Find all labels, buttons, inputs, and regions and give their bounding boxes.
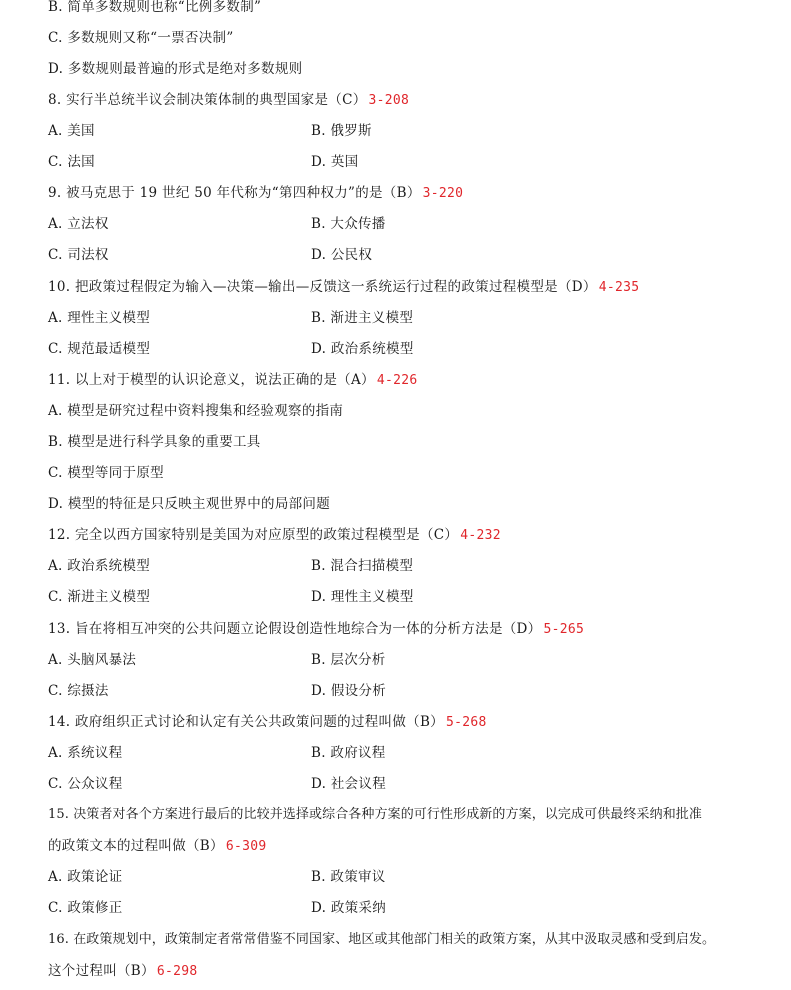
page-ref: 3-220 <box>422 186 464 201</box>
q10-option-b: B. 渐进主义模型 <box>311 310 414 326</box>
page-ref: 4-235 <box>598 280 640 295</box>
q8-option-b: B. 俄罗斯 <box>311 123 372 139</box>
question-15: 15. 决策者对各个方案进行最后的比较并选择或综合各种方案的可行性形成新的方案，以完成可供最终采纳和批准 <box>48 807 703 822</box>
q13-option-a: A. 头脑风暴法 <box>48 652 137 668</box>
question-10: 10. 把政策过程假定为输入—决策—输出—反馈这一系统运行过程的政策过程模型是（D） 4-235 <box>48 279 640 295</box>
question-14: 14. 政府组织正式讨论和认定有关公共政策问题的过程叫做（B） 5-268 <box>48 714 487 730</box>
q9-option-d: D. 公民权 <box>311 247 373 263</box>
question-8: 8. 实行半总统半议会制决策体制的典型国家是（C） 3-208 <box>48 92 410 108</box>
page-ref: 4-232 <box>460 528 501 543</box>
q11-option-b: B. 模型是进行科学具象的重要工具 <box>48 434 261 450</box>
q15-option-d: D. 政策采纳 <box>311 900 387 916</box>
q11-option-a: A. 模型是研究过程中资料搜集和经验观察的指南 <box>48 403 344 419</box>
q13-option-d: D. 假设分析 <box>311 683 387 699</box>
q10-option-c: C. 规范最适模型 <box>48 341 151 357</box>
q14-option-c: C. 公众议程 <box>48 776 123 792</box>
question-16-cont: 这个过程叫（B） 6-298 <box>48 963 198 979</box>
q9-option-a: A. 立法权 <box>48 216 109 232</box>
question-11: 11. 以上对于模型的认识论意义，说法正确的是（A） 4-226 <box>48 372 418 388</box>
q14-option-b: B. 政府议程 <box>311 745 386 761</box>
q10-option-a: A. 理性主义模型 <box>48 310 151 326</box>
option-b-prev: B. 简单多数规则也称“比例多数制” <box>48 0 262 15</box>
page-ref: 4-226 <box>376 373 418 388</box>
q12-option-c: C. 渐进主义模型 <box>48 589 151 605</box>
question-12: 12. 完全以西方国家特别是美国为对应原型的政策过程模型是（C） 4-232 <box>48 527 501 543</box>
question-9: 9. 被马克思于 19 世纪 50 年代称为“第四种权力”的是（B） 3-220 <box>48 185 464 201</box>
q9-option-b: B. 大众传播 <box>311 216 386 232</box>
page-ref: 3-208 <box>368 93 410 108</box>
option-d-prev: D. 多数规则最普遍的形式是绝对多数规则 <box>48 61 303 77</box>
question-13: 13. 旨在将相互冲突的公共问题立论假设创造性地综合为一体的分析方法是（D） 5-265 <box>48 621 585 637</box>
q12-option-b: B. 混合扫描模型 <box>311 558 414 574</box>
page-ref: 5-265 <box>543 622 585 637</box>
q8-option-d: D. 英国 <box>311 154 359 170</box>
question-15-cont: 的政策文本的过程叫做（B） 6-309 <box>48 838 267 854</box>
q13-option-b: B. 层次分析 <box>311 652 386 668</box>
q10-option-d: D. 政治系统模型 <box>311 341 414 357</box>
q14-option-d: D. 社会议程 <box>311 776 387 792</box>
q11-option-d: D. 模型的特征是只反映主观世界中的局部问题 <box>48 496 331 512</box>
option-c-prev: C. 多数规则又称“一票否决制” <box>48 30 234 46</box>
q8-option-c: C. 法国 <box>48 154 95 170</box>
q11-option-c: C. 模型等同于原型 <box>48 465 164 481</box>
q12-option-a: A. 政治系统模型 <box>48 558 151 574</box>
q8-option-a: A. 美国 <box>48 123 95 139</box>
q15-option-c: C. 政策修正 <box>48 900 123 916</box>
q15-option-a: A. 政策论证 <box>48 869 123 885</box>
q15-option-b: B. 政策审议 <box>311 869 386 885</box>
q14-option-a: A. 系统议程 <box>48 745 123 761</box>
q9-option-c: C. 司法权 <box>48 247 109 263</box>
page-ref: 6-309 <box>225 839 267 854</box>
question-16: 16. 在政策规划中，政策制定者常常借鉴不同国家、地区或其他部门相关的政策方案，从其中汲取灵感和受到启发。 <box>48 932 716 947</box>
page-ref: 5-268 <box>445 715 487 730</box>
page-ref: 6-298 <box>156 964 198 979</box>
q13-option-c: C. 综摄法 <box>48 683 109 699</box>
q12-option-d: D. 理性主义模型 <box>311 589 414 605</box>
